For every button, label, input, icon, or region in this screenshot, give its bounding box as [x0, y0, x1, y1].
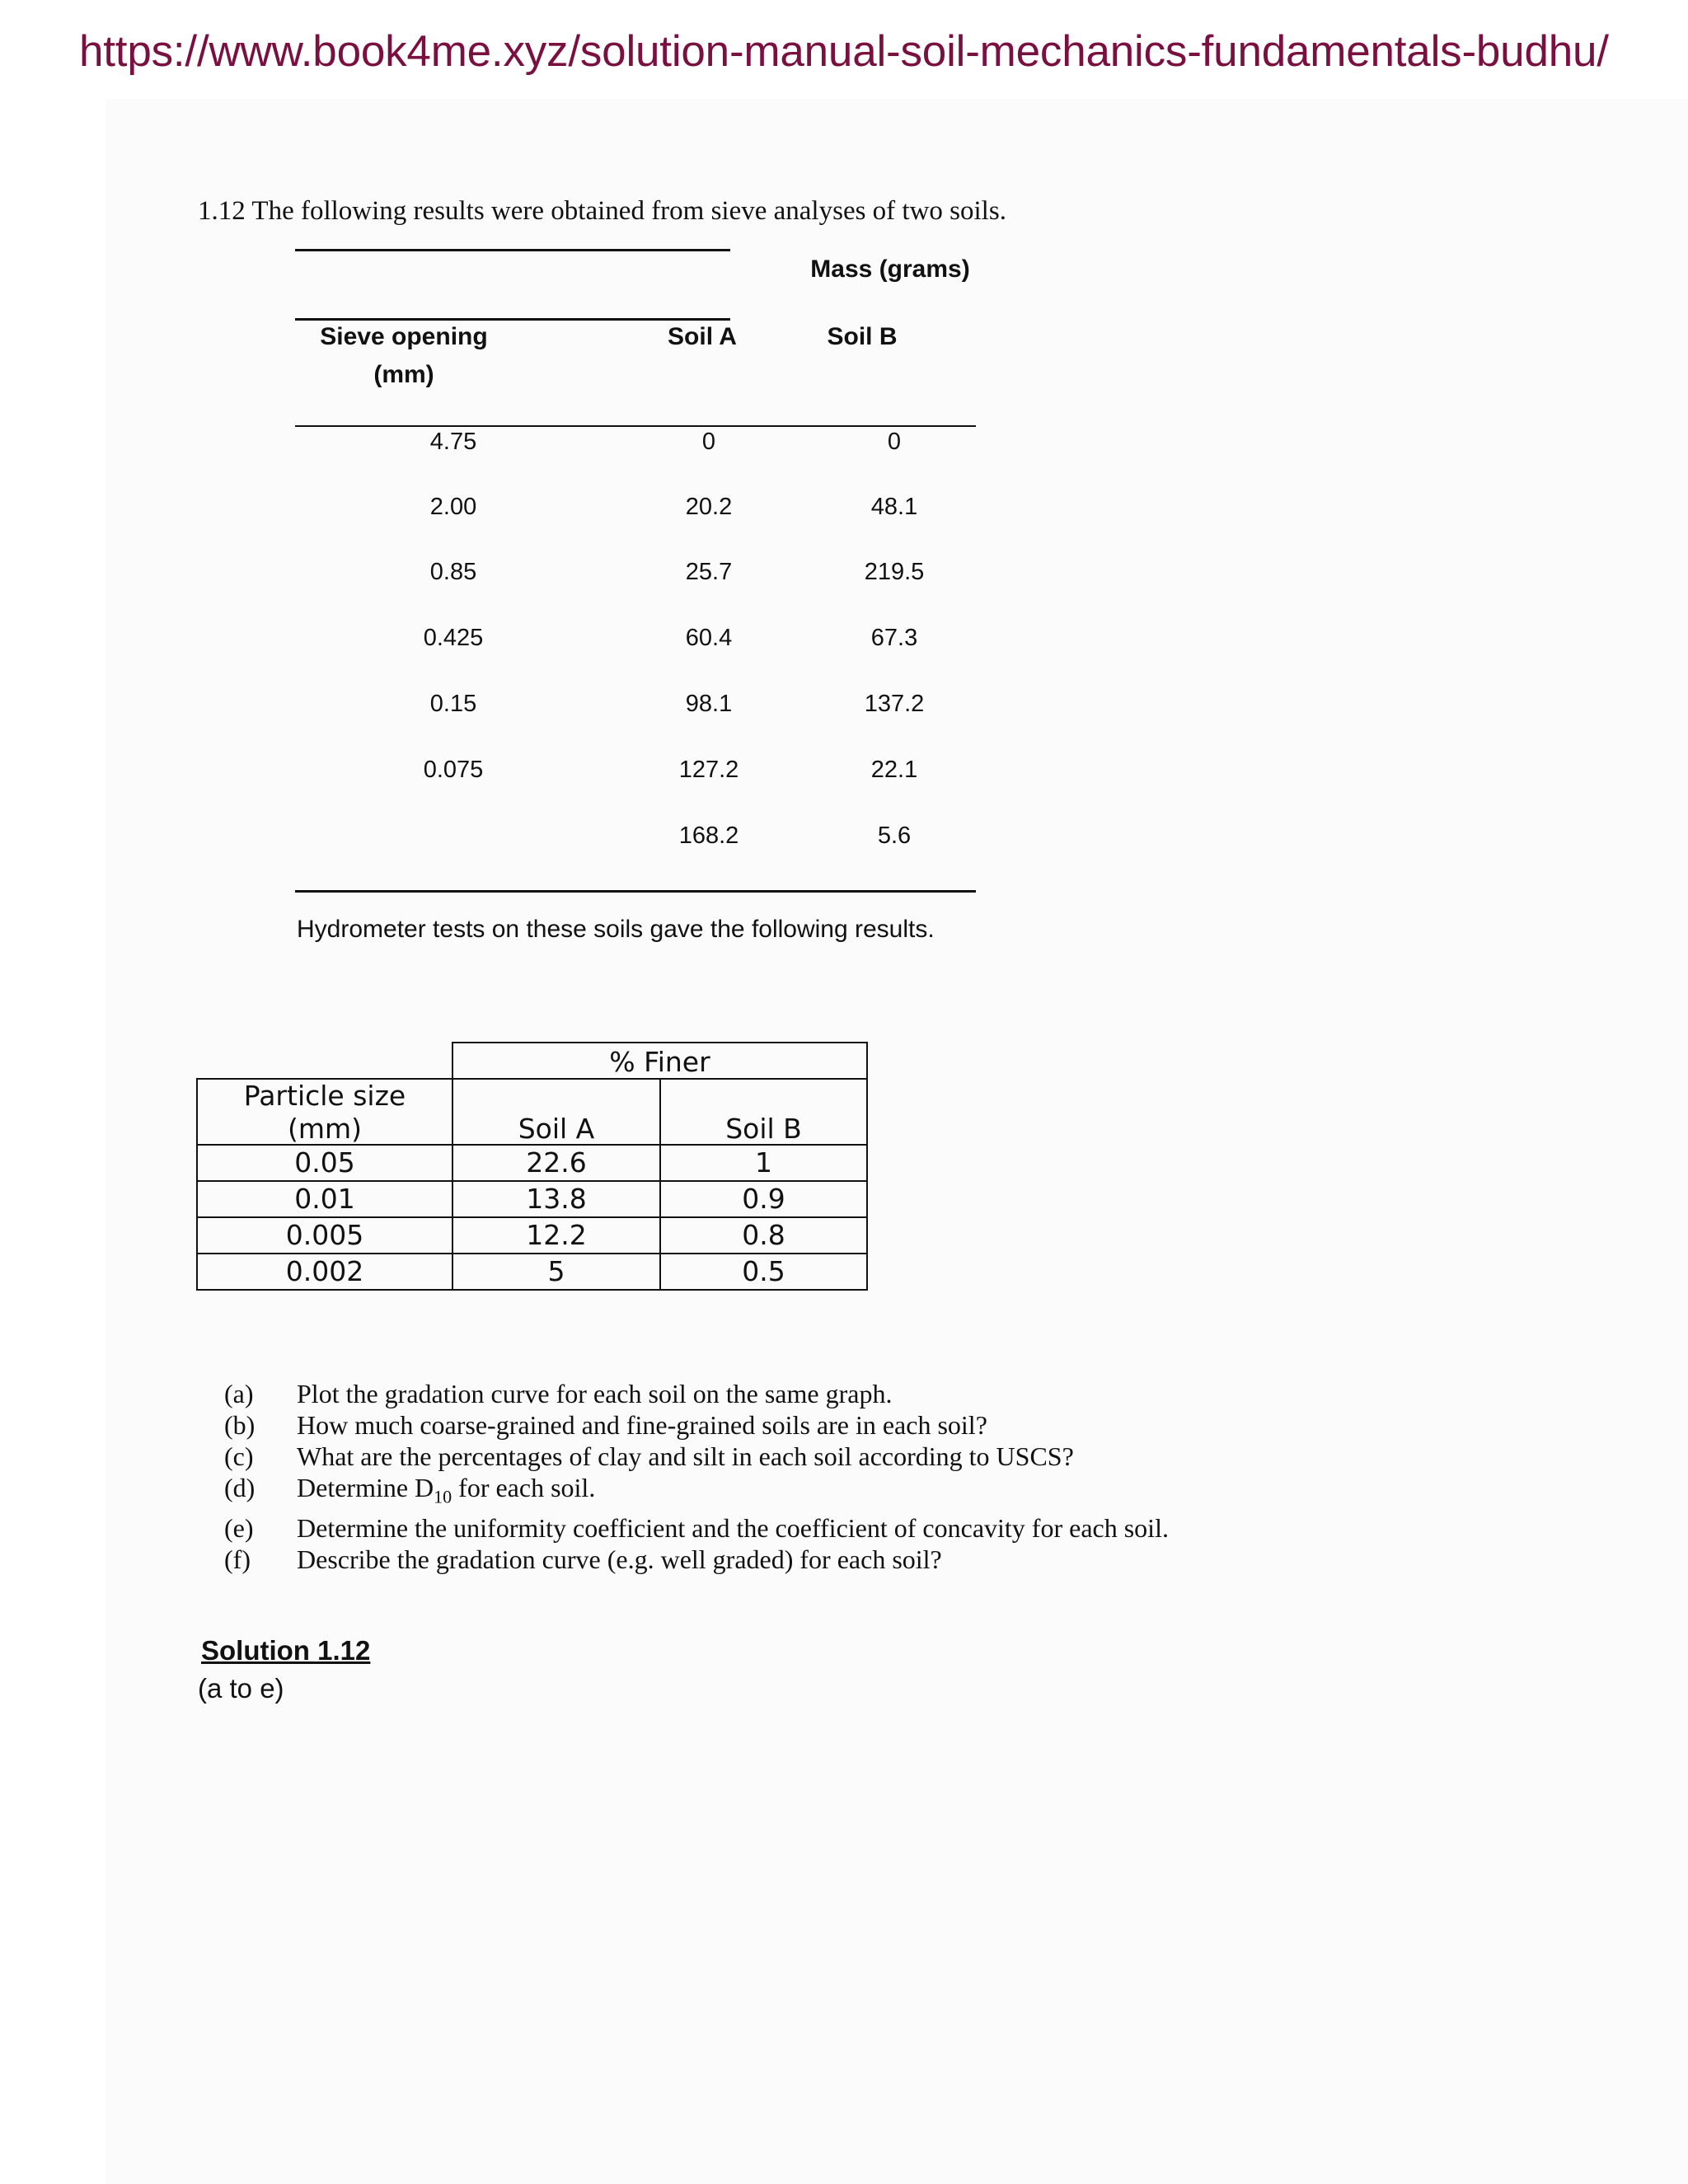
size-cell: 0.002 — [285, 1255, 364, 1287]
soil-a-cell: 12.2 — [526, 1219, 587, 1251]
list-item — [224, 1472, 1169, 1512]
soil-a-header: Soil A — [668, 323, 737, 350]
soil-a-cell: 127.2 — [678, 757, 739, 783]
soil-b-cell: 219.5 — [864, 559, 925, 585]
question-text: How much coarse-grained and fine-grained soils are in each soil? — [297, 1410, 987, 1440]
list-item — [224, 1512, 1169, 1544]
question-list — [224, 1378, 1169, 1575]
table-rule-subheader — [295, 318, 730, 321]
soil-b-cell: 0.5 — [742, 1255, 785, 1287]
question-text: Describe the gradation curve (e.g. well graded) for each soil? — [297, 1544, 942, 1575]
soil-a-cell: 60.4 — [685, 625, 733, 651]
size-cell: 0.01 — [294, 1183, 355, 1215]
finer-group-header: % Finer — [609, 1046, 710, 1078]
question-letter: (d) — [224, 1473, 256, 1502]
question-text-subscript: 10 — [434, 1486, 452, 1507]
sieve-opening-header: Sieve opening — [320, 323, 488, 350]
soil-b-header: Soil B — [827, 323, 898, 350]
problem-intro-text: The following results were obtained from sieve analyses of two soils. — [251, 196, 1006, 226]
question-text-pre: Determine D — [297, 1473, 434, 1502]
sieve-opening-unit: (mm) — [373, 361, 434, 388]
sieve-cell: 0.85 — [429, 559, 477, 585]
question-letter: (a) — [224, 1379, 254, 1408]
soil-a-cell: 0 — [701, 429, 716, 455]
solution-subtitle: (a to e) — [198, 1673, 284, 1704]
question-letter: (b) — [224, 1410, 256, 1440]
question-text: Determine the uniformity coefficient and the coefficient of concavity for each soil. — [297, 1513, 1169, 1544]
hydro-soil-a-header: Soil A — [518, 1113, 595, 1145]
size-cell: 0.005 — [285, 1219, 364, 1251]
problem-number: 1.12 — [198, 196, 246, 226]
question-text: Plot the gradation curve for each soil on the same graph. — [297, 1379, 893, 1408]
table-rule-header-bottom — [295, 425, 976, 427]
particle-size-header: Particle size — [243, 1080, 406, 1112]
question-letter: (c) — [224, 1441, 254, 1471]
list-item — [224, 1378, 1169, 1409]
source-url-link[interactable]: https://www.book4me.xyz/solution-manual-soil-mechanics-fundamentals-budhu/ — [79, 27, 1609, 76]
list-item — [224, 1544, 1169, 1575]
list-item — [224, 1409, 1169, 1441]
question-letter: (f) — [224, 1544, 251, 1575]
question-text-post: for each soil. — [452, 1473, 596, 1502]
soil-a-cell: 20.2 — [685, 494, 733, 520]
soil-a-cell: 5 — [547, 1255, 565, 1287]
sieve-cell: 2.00 — [429, 494, 477, 520]
soil-a-cell: 22.6 — [526, 1146, 587, 1179]
sieve-cell: 0.075 — [423, 757, 484, 783]
soil-a-cell: 13.8 — [526, 1183, 587, 1215]
soil-a-cell: 98.1 — [685, 691, 733, 717]
soil-b-cell: 137.2 — [864, 691, 925, 717]
hydrometer-intro: Hydrometer tests on these soils gave the following results. — [297, 916, 935, 943]
question-letter: (e) — [224, 1513, 254, 1544]
hydro-soil-b-header: Soil B — [725, 1113, 802, 1145]
particle-size-unit: (mm) — [287, 1113, 363, 1145]
size-cell: 0.05 — [294, 1146, 355, 1179]
table-rule-bottom — [295, 890, 976, 893]
soil-b-cell: 5.6 — [877, 823, 912, 849]
solution-title: Solution 1.12 — [201, 1635, 371, 1666]
mass-group-header: Mass (grams) — [810, 255, 970, 283]
sieve-cell: 0.425 — [423, 625, 484, 651]
soil-b-cell: 22.1 — [870, 757, 918, 783]
list-item — [224, 1441, 1169, 1472]
soil-b-cell: 0.9 — [742, 1183, 785, 1215]
sieve-cell: 4.75 — [429, 429, 477, 455]
soil-b-cell: 48.1 — [870, 494, 918, 520]
sieve-cell: 0.15 — [429, 691, 477, 717]
problem-intro — [198, 196, 1006, 227]
soil-a-cell: 168.2 — [678, 823, 739, 849]
soil-b-cell: 67.3 — [870, 625, 918, 651]
soil-a-cell: 25.7 — [685, 559, 733, 585]
soil-b-cell: 1 — [755, 1146, 772, 1179]
question-text: What are the percentages of clay and silt in each soil according to USCS? — [297, 1441, 1074, 1471]
table-rule-top — [295, 249, 730, 251]
soil-b-cell: 0 — [887, 429, 902, 455]
soil-b-cell: 0.8 — [742, 1219, 785, 1251]
